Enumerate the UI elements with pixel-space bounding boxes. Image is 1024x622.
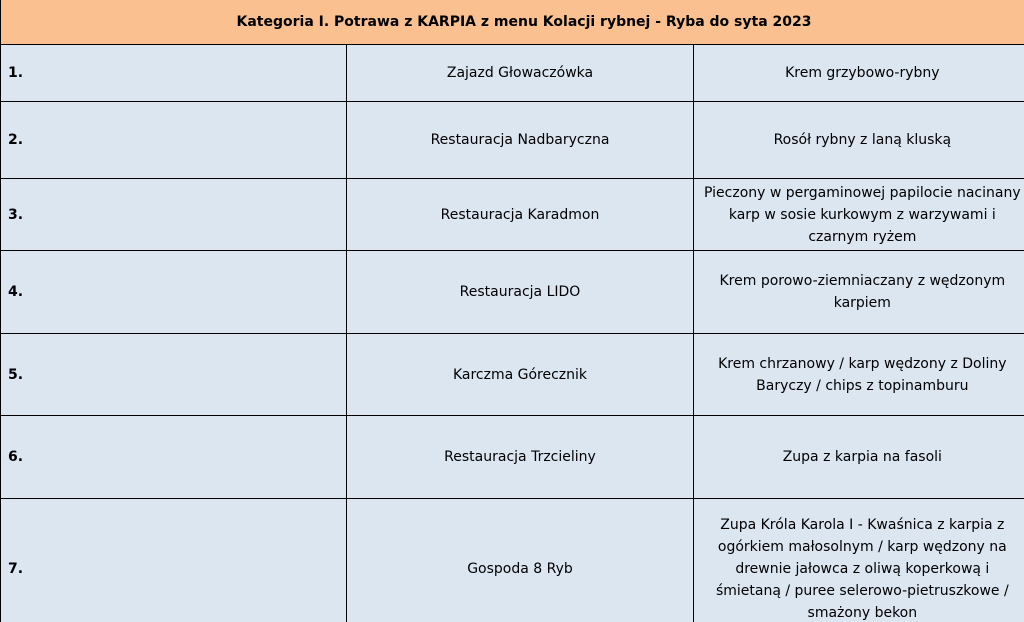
- row-number: 4.: [1, 251, 347, 334]
- dish-description: Krem grzybowo-rybny: [693, 45, 1024, 102]
- restaurant-name: Restauracja Trzcieliny: [347, 416, 693, 499]
- restaurant-name: Restauracja Karadmon: [347, 179, 693, 251]
- row-number: 5.: [1, 334, 347, 416]
- header-row: [1, 0, 1024, 45]
- table-row: [1, 102, 1024, 179]
- table-title-cell: [1, 0, 1024, 45]
- table-row: [1, 251, 1024, 334]
- table-row: [1, 334, 1024, 416]
- row-number: 2.: [1, 102, 347, 179]
- restaurant-name: Gospoda 8 Ryb: [347, 499, 693, 622]
- table-row: [1, 45, 1024, 102]
- row-number: 1.: [1, 45, 347, 102]
- restaurant-name: Restauracja Nadbaryczna: [347, 102, 693, 179]
- dish-description: Zupa z karpia na fasoli: [693, 416, 1024, 499]
- dish-description: Rosół rybny z laną kluską: [693, 102, 1024, 179]
- dish-description: Krem chrzanowy / karp wędzony z Doliny Baryczy / chips z topinamburu: [693, 334, 1024, 416]
- table-row: [1, 499, 1024, 622]
- table-title: Kategoria I. Potrawa z KARPIA z menu Kolacji rybnej - Ryba do syta 2023: [236, 14, 812, 30]
- dish-description: Pieczony w pergaminowej papilocie nacinany karp w sosie kurkowym z warzywami i czarnym ryżem: [693, 179, 1024, 251]
- restaurant-name: Karczma Górecznik: [347, 334, 693, 416]
- row-number: 3.: [1, 179, 347, 251]
- table-row: [1, 416, 1024, 499]
- row-number: 6.: [1, 416, 347, 499]
- table-row: [1, 179, 1024, 251]
- dish-description: Zupa Króla Karola I - Kwaśnica z karpia z ogórkiem małosolnym / karp wędzony na drewnie jałowca z oliwą koperkową i śmietaną / puree selerowo-pietruszkowe / smażony bekon: [693, 499, 1024, 622]
- row-number: 7.: [1, 499, 347, 622]
- dish-description: Krem porowo-ziemniaczany z wędzonym karpiem: [693, 251, 1024, 334]
- restaurant-name: Zajazd Głowaczówka: [347, 45, 693, 102]
- restaurant-name: Restauracja LIDO: [347, 251, 693, 334]
